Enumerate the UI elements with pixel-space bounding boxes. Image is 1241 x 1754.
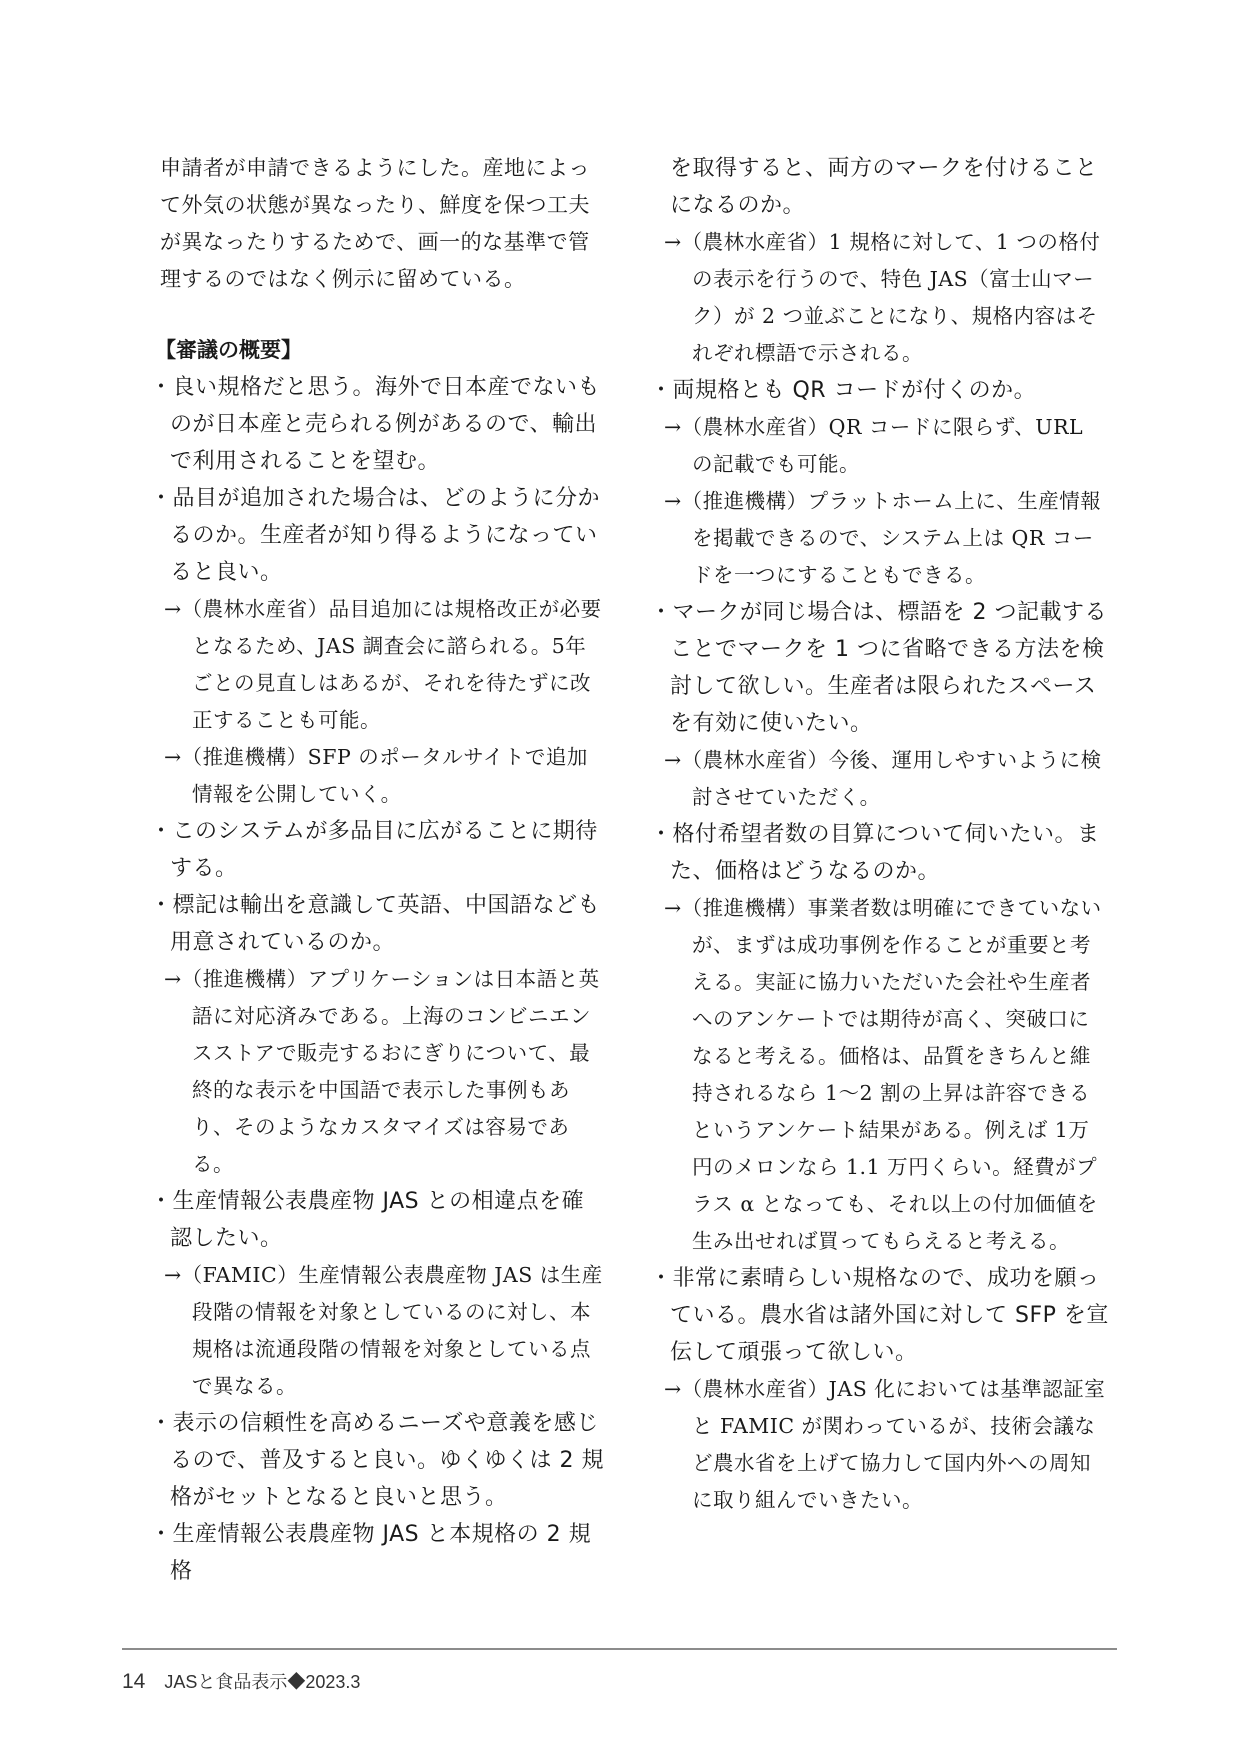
- comment-item: ・標記は輸出を意識して英語、中国語なども用意されているのか。: [150, 893, 601, 955]
- section-heading: 【審議の概要】: [155, 338, 302, 362]
- left-column: [150, 150, 605, 1590]
- reply-item: →（FAMIC）生産情報公表農産物 JAS は生産段階の情報を対象としているのに対し、本規格は流通段階の情報を対象としている点で異なる。: [164, 1263, 603, 1398]
- comment-item: ・良い規格だと思う。海外で日本産でないものが日本産と売られる例があるので、輸出で利用されることを望む。: [150, 375, 601, 474]
- right-column: [650, 150, 1110, 1519]
- intro-paragraph: 申請者が申請できるようにした。産地によって外気の状態が異なったり、鮮度を保つ工夫が異なったりするためで、画一的な基準で管理するのではなく例示に留めている。: [160, 156, 590, 291]
- page-number: 14: [122, 1670, 146, 1693]
- reply-item: →（推進機構）アプリケーションは日本語と英語に対応済みである。上海のコンビニエンスストアで販売するおにぎりについて、最終的な表示を中国語で表示した事例もあり、そのようなカスタマイズは容易である。: [164, 967, 600, 1176]
- reply-item: →（農林水産省）品目追加には規格改正が必要となるため、JAS 調査会に諮られる。5年ごとの見直しはあるが、それを待たずに改正することも可能。: [164, 597, 602, 732]
- comment-item: ・品目が追加された場合は、どのように分かるのか。生産者が知り得るようになっていると良い。: [150, 486, 601, 585]
- footer-divider: [122, 1648, 1117, 1650]
- comment-item: ・生産情報公表農産物 JAS と本規格の 2 規格: [150, 1522, 592, 1584]
- comment-item: ・生産情報公表農産物 JAS との相違点を確認したい。: [150, 1189, 585, 1251]
- reply-item: →（農林水産省）今後、運用しやすいように検討させていただく。: [664, 748, 1102, 809]
- comment-item: ・このシステムが多品目に広がることに期待する。: [150, 819, 598, 881]
- continuation-text: を取得すると、両方のマークを付けることになるのか。: [670, 156, 1098, 218]
- publication-info: JASと食品表示◆2023.3: [164, 1672, 361, 1692]
- comment-item: ・両規格とも QR コードが付くのか。: [650, 378, 1037, 403]
- reply-item: →（農林水産省）JAS 化においては基準認証室と FAMIC が関わっているが、技術会議など農水省を上げて協力して国内外への周知に取り組んでいきたい。: [664, 1377, 1106, 1512]
- comment-item: ・格付希望者数の目算について伺いたい。また、価格はどうなるのか。: [650, 822, 1100, 884]
- comment-item: ・表示の信頼性を高めるニーズや意義を感じるので、普及すると良い。ゆくゆくは 2 規格がセットとなると良いと思う。: [150, 1411, 605, 1510]
- reply-item: →（推進機構）事業者数は明確にできていないが、まずは成功事例を作ることが重要と考える。実証に協力いただいた会社や生産者へのアンケートでは期待が高く、突破口になると考える。価格は、品質をきちんと維持されるなら 1～2 割の上昇は許容できるというアンケート結果がある。例えば 1万円のメロンなら 1.1 万円くらい。経費がプラス α となっても、それ以上の付加価値を生み出せれば買ってもらえると考える。: [664, 896, 1102, 1253]
- comment-item: ・非常に素晴らしい規格なので、成功を願っている。農水省は諸外国に対して SFP を宣伝して頑張って欲しい。: [650, 1266, 1109, 1365]
- reply-item: →（推進機構）SFP のポータルサイトで追加情報を公開していく。: [164, 745, 588, 806]
- reply-item: →（推進機構）プラットホーム上に、生産情報を掲載できるので、システム上は QR コードを一つにすることもできる。: [664, 489, 1102, 587]
- comment-item: ・マークが同じ場合は、標語を 2 つ記載することでマークを 1 つに省略できる方法を検討して欲しい。生産者は限られたスペースを有効に使いたい。: [650, 600, 1107, 736]
- page-footer: [122, 1668, 360, 1694]
- reply-item: →（農林水産省）1 規格に対して、1 つの格付の表示を行うので、特色 JAS（富士山マーク）が 2 つ並ぶことになり、規格内容はそれぞれ標語で示される。: [664, 230, 1101, 365]
- reply-item: →（農林水産省）QR コードに限らず、URL の記載でも可能。: [664, 415, 1084, 476]
